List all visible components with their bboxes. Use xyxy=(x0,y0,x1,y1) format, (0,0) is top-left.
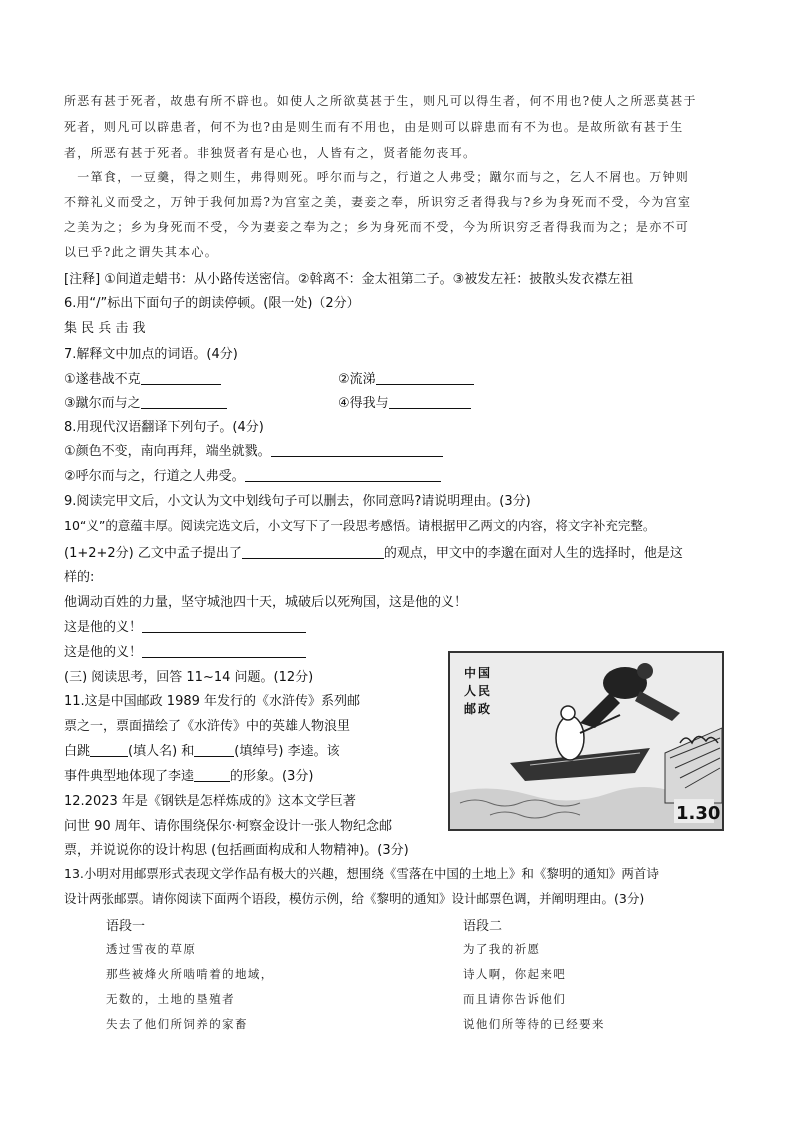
question-11-line2: 票之一，票面描绘了《水浒传》中的英雄人物浪里 xyxy=(64,719,351,734)
q10-text: (1+2+2分) 乙文中孟子提出了 xyxy=(64,546,242,561)
segment-2-line: 而且请你告诉他们 xyxy=(463,992,567,1006)
question-12: 12.2023 年是《钢铁是怎样炼成的》这本文学巨著 xyxy=(64,794,356,809)
svg-text:人: 人 xyxy=(464,684,477,698)
question-10-line6 xyxy=(64,641,306,660)
question-7: 7.解释文中加点的词语。(4分) xyxy=(64,347,238,362)
answer-blank[interactable] xyxy=(376,372,474,385)
question-10-line3: 样的: xyxy=(64,570,95,585)
answer-blank[interactable] xyxy=(142,620,306,633)
passage-line: 者，所恶有甚于死者。非独贤者有是心也，人皆有之，贤者能勿丧耳。 xyxy=(64,146,477,160)
stamp-denomination: 1.30 xyxy=(676,803,721,824)
segment-2-label: 语段二 xyxy=(463,919,503,934)
passage-line: 死者，则凡可以辟患者，何不为也?由是则生而有不用也，由是则可以辟患而有不为也。是故所欲有甚于生 xyxy=(64,120,684,134)
svg-text:中: 中 xyxy=(464,666,477,680)
passage-line: 一箪食，一豆羹，得之则生，弗得则死。呼尔而与之，行道之人弗受；蹴尔而与之，乞人不屑也。万钟则 xyxy=(64,170,690,184)
question-10-line5 xyxy=(64,616,306,635)
q10-text: 的观点，甲文中的李邈在面对人生的选择时，他是这 xyxy=(383,546,683,561)
stamp-illustration xyxy=(450,653,722,829)
question-8: 8.用现代汉语翻译下列句子。(4分) xyxy=(64,420,264,435)
question-12-line3: 票，并说说你的设计构思 (包括画面构成和人物精神)。(3分) xyxy=(64,843,409,858)
q7-item-1 xyxy=(64,368,221,387)
q8-item-1 xyxy=(64,440,443,459)
answer-blank[interactable] xyxy=(141,396,227,409)
q7-item-4 xyxy=(338,392,471,411)
svg-text:政: 政 xyxy=(478,702,491,716)
q11-text: 白跳 xyxy=(64,744,91,759)
q7-item-label: ②流涕 xyxy=(338,372,376,387)
passage-line: 之美为之；乡为身死而不受，今为妻妾之奉为之；乡为身死而不受，今为所识穷乏者得我而为之；是亦不可 xyxy=(64,220,690,234)
segment-1-line: 那些被烽火所啮啃着的地域， xyxy=(106,967,274,981)
svg-text:国: 国 xyxy=(478,666,491,680)
question-11-line4 xyxy=(64,765,313,784)
segment-1-line: 透过雪夜的草原 xyxy=(106,942,197,956)
question-11-line3 xyxy=(64,740,340,759)
answer-blank[interactable] xyxy=(389,396,471,409)
q11-text: (填人名) 和 xyxy=(128,744,195,759)
water-margin-stamp-image xyxy=(448,651,724,831)
question-10-line2 xyxy=(64,542,683,561)
question-12-line2: 问世 90 周年、请你围绕保尔·柯察金设计一张人物纪念邮 xyxy=(64,819,392,834)
question-10: 10“义”的意蕴丰厚。阅读完选文后，小文写下了一段思考感悟。请根据甲乙两文的内容，将文字补充完整。 xyxy=(64,518,656,533)
q7-item-2 xyxy=(338,368,474,387)
segment-1-line: 失去了他们所饲养的家畜 xyxy=(106,1017,248,1031)
answer-blank[interactable] xyxy=(194,769,230,782)
segment-2-line: 诗人啊，你起来吧 xyxy=(463,967,567,981)
passage-line: 以已乎?此之谓失其本心。 xyxy=(64,245,219,259)
passage-line: 所恶有甚于死者，故患有所不辟也。如使人之所欲莫甚于生，则凡可以得生者，何不用也?使人之所恶莫甚于 xyxy=(64,94,697,108)
question-6: 6.用“/”标出下面句子的朗读停顿。(限一处)（2分） xyxy=(64,296,360,311)
q10-text: 这是他的义！ xyxy=(64,620,143,635)
svg-text:邮: 邮 xyxy=(464,702,477,716)
answer-blank[interactable] xyxy=(271,444,443,457)
question-6-sentence: 集 民 兵 击 我 xyxy=(64,321,146,336)
answer-blank[interactable] xyxy=(242,546,384,559)
q7-item-label: ④得我与 xyxy=(338,396,389,411)
annotation-note: [注释] ①间道走蜡书：从小路传送密信。②斡离不：金太祖第二子。③被发左衽：披散头发衣襟左祖 xyxy=(64,272,634,287)
segment-1-line: 无数的，土地的垦殖者 xyxy=(106,992,235,1006)
q8-item-label: ②呼尔而与之，行道之人弗受。 xyxy=(64,469,245,484)
passage-line: 不辩礼义而受之，万钟于我何加焉?为宫室之美，妻妾之奉，所识穷乏者得我与?乡为身死而不受，今为宫室 xyxy=(64,195,692,209)
question-13: 13.小明对用邮票形式表现文学作品有极大的兴趣，想围绕《雪落在中国的土地上》和《黎明的通知》两首诗 xyxy=(64,866,659,881)
answer-blank[interactable] xyxy=(245,469,441,482)
q8-item-label: ①颜色不变，南向再拜，端坐就戮。 xyxy=(64,444,271,459)
answer-blank[interactable] xyxy=(194,744,234,757)
question-9: 9.阅读完甲文后，小文认为文中划线句子可以删去，你同意吗?请说明理由。(3分) xyxy=(64,494,531,509)
answer-blank[interactable] xyxy=(142,645,306,658)
question-10-example: 他调动百姓的力量，坚守城池四十天，城破后以死殉国，这是他的义！ xyxy=(64,595,468,610)
q7-item-3 xyxy=(64,392,227,411)
answer-blank[interactable] xyxy=(141,372,221,385)
q7-item-label: ①遂巷战不克 xyxy=(64,372,141,387)
question-13-line2: 设计两张邮票。请你阅读下面两个语段，模仿示例，给《黎明的通知》设计邮票色调，并阐明理由。(3分) xyxy=(64,891,645,906)
q11-text: (填绰号) 李逵。该 xyxy=(234,744,340,759)
segment-1-label: 语段一 xyxy=(106,919,146,934)
q10-text: 这是他的义！ xyxy=(64,645,143,660)
q8-item-2 xyxy=(64,465,441,484)
segment-2-line: 为了我的祈愿 xyxy=(463,942,541,956)
answer-blank[interactable] xyxy=(90,744,128,757)
section-3-title: (三) 阅读思考，回答 11~14 问题。(12分) xyxy=(64,670,314,685)
question-11: 11.这是中国邮政 1989 年发行的《水浒传》系列邮 xyxy=(64,694,361,709)
svg-text:民: 民 xyxy=(478,684,491,698)
q11-text: 的形象。(3分) xyxy=(230,769,314,784)
segment-2-line: 说他们所等待的已经要来 xyxy=(463,1017,605,1031)
q11-text: 事件典型地体现了李逵 xyxy=(64,769,195,784)
q7-item-label: ③蹴尔而与之 xyxy=(64,396,141,411)
